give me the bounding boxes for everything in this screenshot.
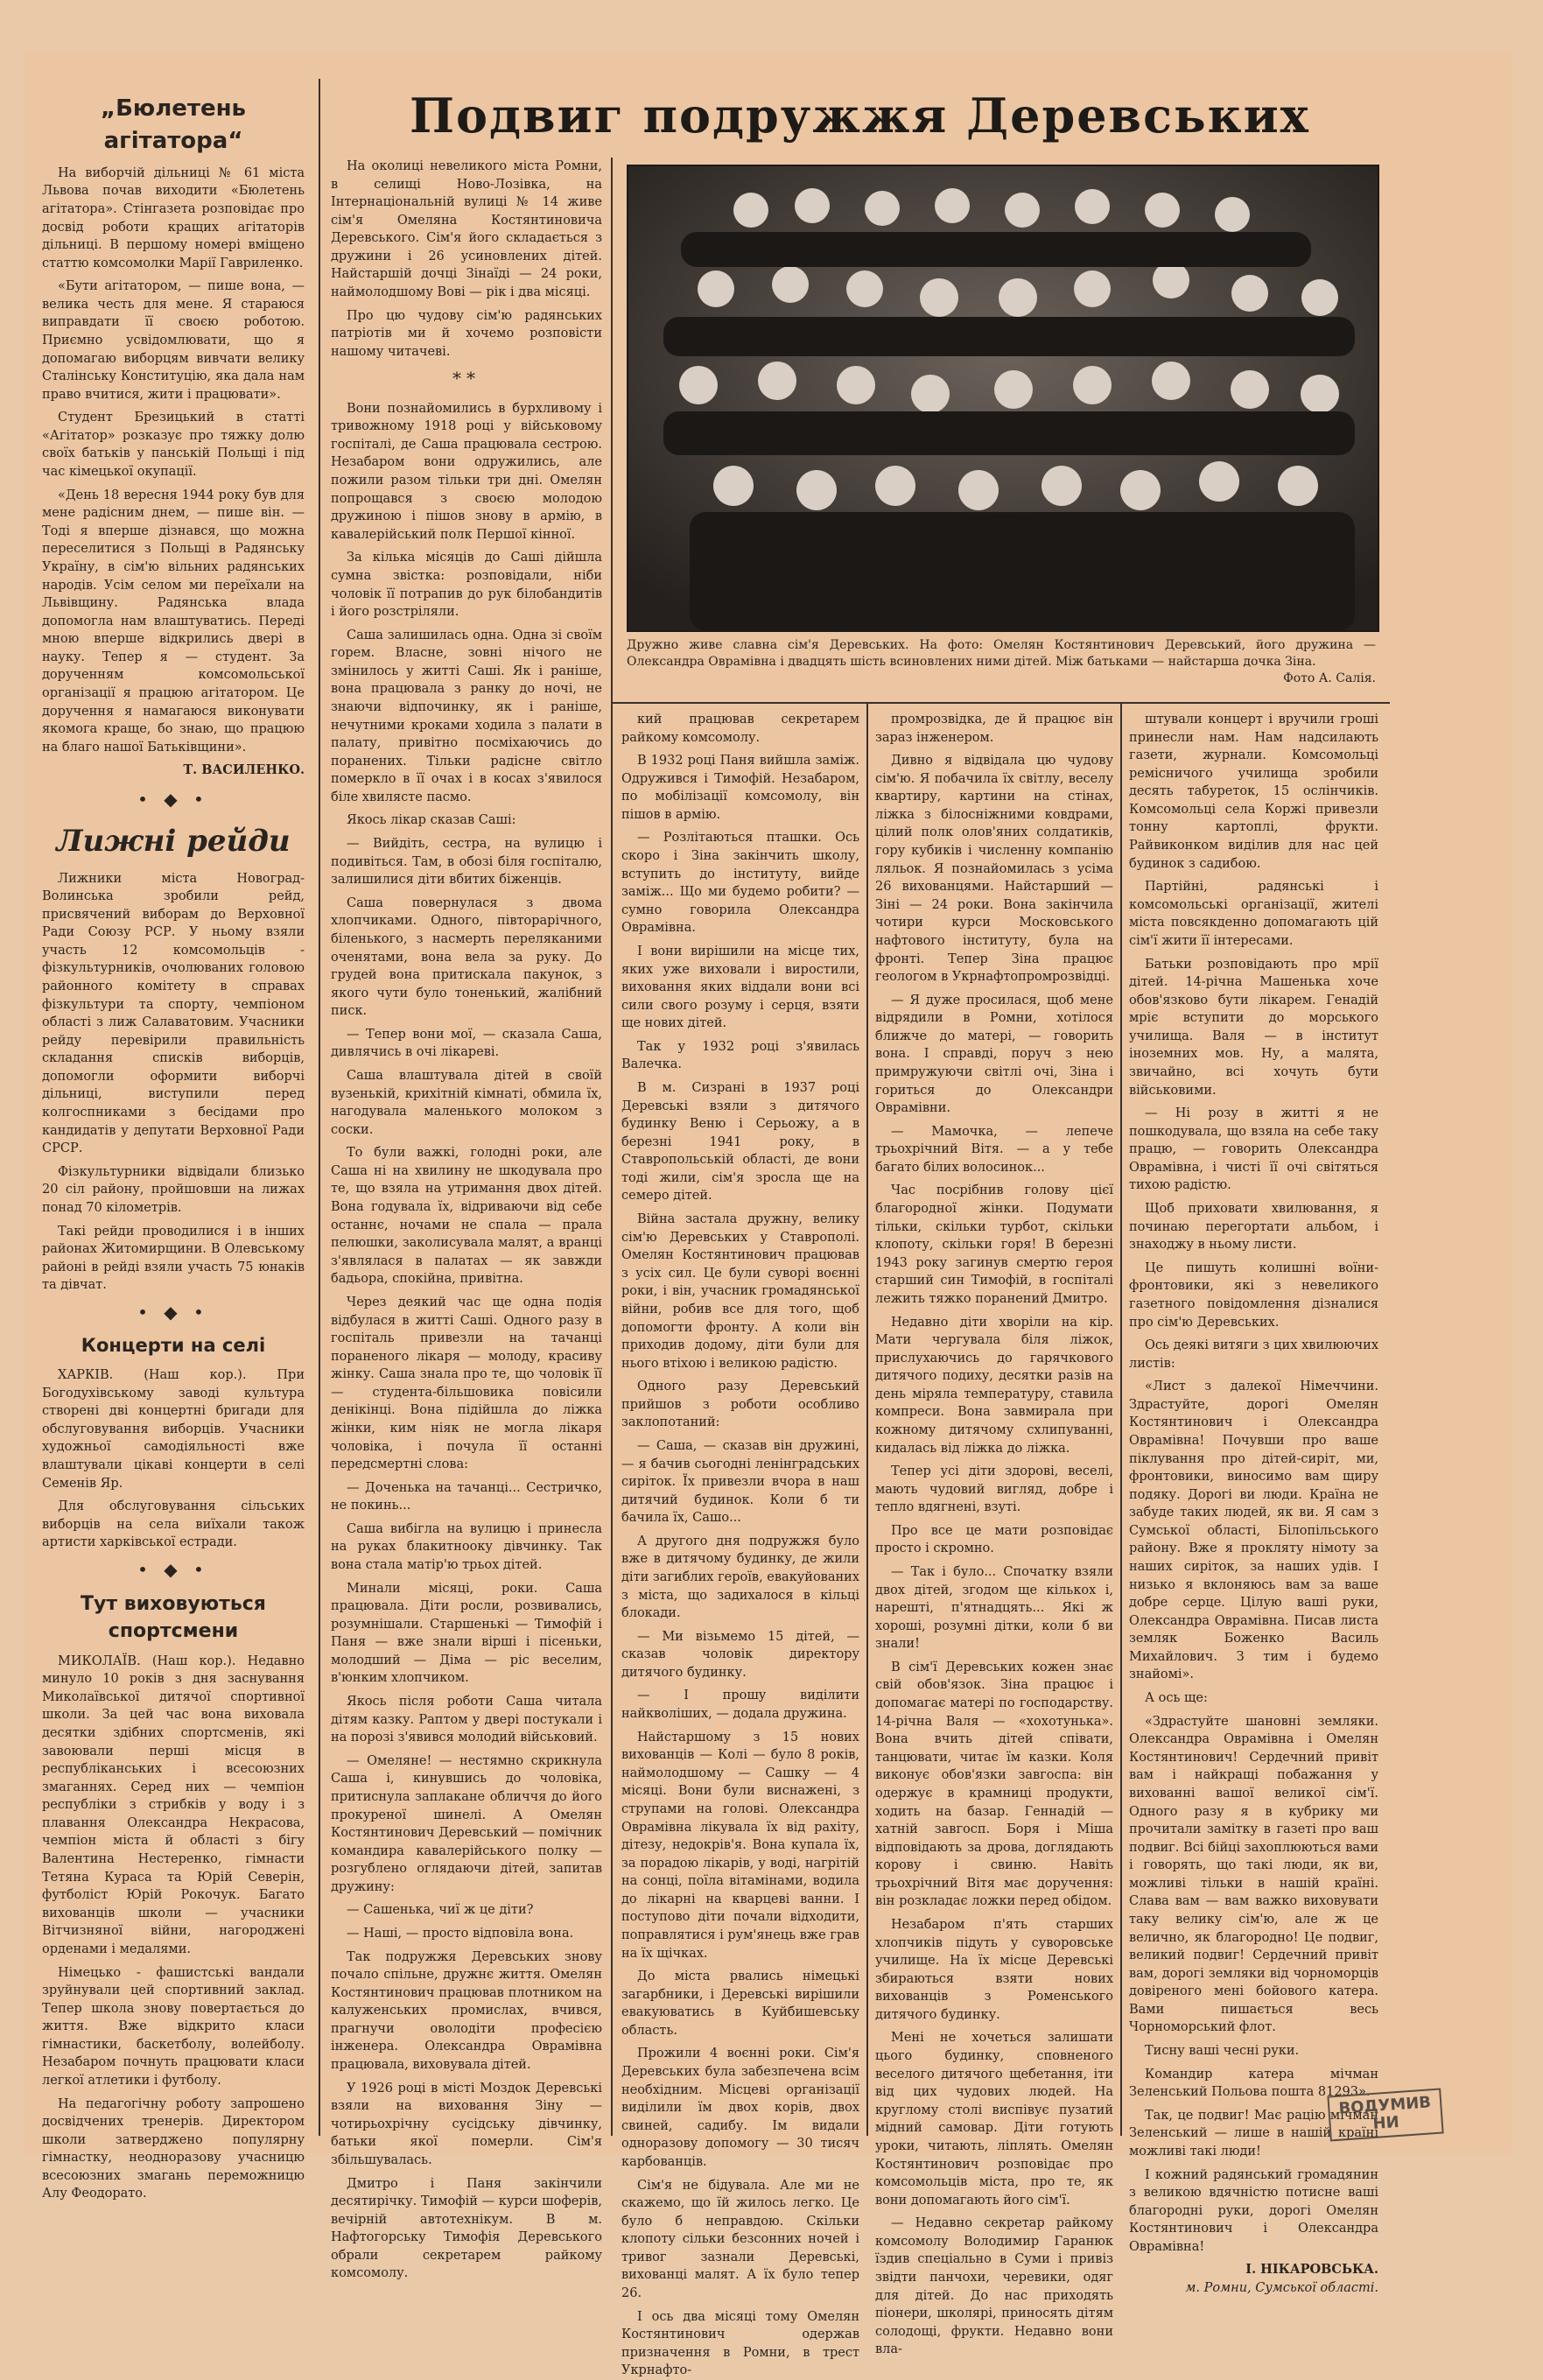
story-paragraph: — Омеляне! — нестямно скрикнула Саша і, кинувшись до чоловіка, притиснула заплакане обличчя до його прокуреної шинелі. А Омелян Костянтинович Деревський — помічник командира кавалерійського полку — розгублено оглядаючи дітей, запитав дружину: bbox=[331, 1753, 602, 1894]
story-paragraph: Якось після роботи Саша читала дітям казку. Раптом у двері постукали і на порозі з'явився молодий військовий. bbox=[331, 1695, 602, 1745]
story-paragraph: Саша вибігла на вулицю і принесла на руках блакитнооку дівчинку. Так вона стала матір'ю трьох дітей. bbox=[331, 1521, 602, 1573]
story-paragraph: Незабаром п'ять старших хлопчиків підуть у суворовське училище. На їх місце Деревські збираються взяти нових вихованців з Роменського дитячого будинку. bbox=[875, 1918, 1113, 2022]
family-photo-image bbox=[628, 166, 1378, 630]
story-paragraph: — Розлітаються пташки. Ось скоро і Зіна закінчить школу, вступить до інституту, вийде заміж... Що ми будемо робити? — сумно говорила Олександра Оврамівна. bbox=[621, 831, 859, 936]
story-paragraph: — Тепер вони мої, — сказала Саша, дивлячись в очі лікареві. bbox=[331, 1027, 602, 1060]
story-paragraph: Так у 1932 році з'явилась Валечка. bbox=[621, 1039, 859, 1072]
story-paragraph: До міста рвались німецькі загарбники, і Деревські вирішили евакуюватись в Куйбишевську область. bbox=[621, 1969, 859, 2038]
photo-caption bbox=[627, 637, 1376, 687]
story-paragraph: Командир катера мічман Зеленський Польова пошта 81293». bbox=[1129, 2067, 1378, 2100]
newspaper-page bbox=[25, 53, 1512, 2378]
story-paragraph: У 1926 році в місті Моздок Деревські взяли на виховання Зіну — чотирьохрічну сусідську дівчинку, батьки якої померли. Сім'я збільшувалась. bbox=[331, 2081, 602, 2167]
left-column bbox=[42, 88, 305, 2201]
story-paragraph: Саша влаштувала дітей в своїй вузенькій, крихітній кімнаті, обмила їх, нагодувала маленького молоком з соски. bbox=[331, 1068, 602, 1137]
story-paragraph: Дивно я відвідала цю чудову сім'ю. Я побачила їх світлу, веселу квартиру, картини на стінах, ліжка з білосніжними ковдрами, цілий полк олов'яних солдатиків, гору кубиків і численну компанію ляльок. Я познайомилась з усіма 26 вихованцями. Найстарший — Зіні — 24 роки. Вона закінчила чотири курси Московського нафтового інституту, була на фронті. Тепер Зіна працює геологом в Укрнафтопромрозвідці. bbox=[875, 754, 1113, 985]
story-paragraph: «Здрастуйте шановні земляки. Олександра Оврамівна і Омелян Костянтинович! Сердечний привіт вам і найкращі побажання у вихованні вашої великої сім'ї. Одного разу я в кубрику ми прочитали замітку в газеті про ваш подвиг. Всі бійці захоплюються вами і говорять, що такі люди, як ви, можливі тільки в нашій країні. Слава вам — вам важко виховувати таку велику сім'ю, але ж це велично, як благородно! Це подвиг, великий подвиг! Сердечний привіт вам, дорогі земляки від чорноморців довіреного мені бойового катера. Вами пишається весь Чорноморський флот. bbox=[1129, 1714, 1378, 2035]
author-place: м. Ромни, Сумської області. bbox=[1185, 2280, 1378, 2295]
story-paragraph: — Вийдіть, сестра, на вулицю і подивіться. Там, в обозі біля госпіталю, залишилися діти вбитих біженців. bbox=[331, 837, 602, 888]
stars: ** bbox=[452, 368, 480, 390]
separator: • ◆ • bbox=[137, 1301, 209, 1323]
story-paragraph: Дмитро і Паня закінчили десятирічку. Тимофій — курси шоферів, вечірній автотехнікум. В м. Нафтогорську Тимофія Деревського обрали секретарем райкому комсомолу. bbox=[331, 2176, 602, 2281]
story-paragraph: І кожний радянський громадянин з великою вдячністю потисне ваші благородні руки, дорогі Омелян Костянтинович і Олександра Оврамівна! bbox=[1129, 2167, 1378, 2254]
story-paragraph: — Мамочка, — лепече трьохрічний Вітя. — а у тебе багато білих волосинок... bbox=[875, 1124, 1113, 1175]
story-paragraph: Тисну ваші чесні руки. bbox=[1145, 2044, 1300, 2059]
story-paragraph: кий працював секретарем райкому комсомолу. bbox=[621, 713, 859, 745]
column-rule bbox=[611, 158, 613, 2136]
separator: • ◆ • bbox=[137, 1558, 209, 1580]
sport-heading: Тут виховуються спортсмени bbox=[81, 1593, 266, 1643]
agit-paragraph: «Бути агітатором, — пише вона, — велика честь для мене. Я стараюся виправдати її своєю роботою. Приємно усвідомлювати, що я допомагаю виборцям вивчати велику Сталінську Конституцію, яка дала нам право вчитися, жити і працювати». bbox=[42, 279, 305, 402]
story-paragraph: Сім'я не бідувала. Але ми не скажемо, що їй жилось легко. Це було б неправдою. Скільки клопоту сільки безсонних ночей і тривог зазнали Деревські, вихованці малят. А їх було тепер 26. bbox=[621, 2178, 859, 2300]
sport-paragraph: На педагогічну роботу запрошено досвідчених тренерів. Директором школи затверджено популярну гімнастку, неодноразову учасницю всесоюзних змагань переможницю Алу Феодорато. bbox=[42, 2096, 305, 2201]
story-paragraph: Батьки розповідають про мрії дітей. 14-річна Машенька хоче обов'язково бути лікарем. Генадій мріє вступити до морського училища. Валя — в інститут іноземних мов. Ну, а малята, звичайно, всі хочуть бути військовими. bbox=[1129, 957, 1378, 1098]
story-paragraph: Про цю чудову сім'ю радянських патріотів ми й хочемо розповісти нашому читачеві. bbox=[331, 308, 602, 359]
story-paragraph: — Сашенька, чиї ж це діти? bbox=[347, 1903, 534, 1918]
story-column-2 bbox=[621, 711, 859, 2378]
story-paragraph: Про все це мати розповідає просто і скромно. bbox=[875, 1523, 1113, 1556]
story-paragraph: В 1932 році Паня вийшла заміж. Одружився і Тимофій. Незабаром, по мобілізації комсомолу, він пішов в армію. bbox=[621, 754, 859, 822]
concerts-paragraph: ХАРКІВ. (Наш кор.). При Богодухівському заводі культура створені дві концертні бригади для обслуговування виборців. Учасники художньої самодіяльності вже влаштували цікаві концерти в селі Семенів Яр. bbox=[42, 1368, 305, 1491]
story-paragraph: В сім'ї Деревських кожен знає свій обов'язок. Зіна працює і допомагає матері по господарству. 14-річна Валя — «хохотунька». Вона вчить дітей співати, танцювати, читає їм казки. Коля виконує обов'язки завгоспа: він одержує в крамниці продукти, ходить на базар. Геннадій — хатній завгосп. Боря і Міша відповідають за дрова, доглядають корову і свиню. Навіть трьохрічний Вітя має доручення: він розкладає ложки перед обідом. bbox=[875, 1660, 1113, 1909]
sport-paragraph: МИКОЛАЇВ. (Наш кор.). Недавно минуло 10 років з дня заснування Миколаївської дитячої спортивної школи. За цей час вона виховала десятки здібних спортсменів, які завоювали перші місця в республіканських і всесоюзних змаганнях. Серед них — чемпіон республіки з стрибків у воду і з плавання Олександра Некрасова, чемпіон міста й області з бігу Валентина Нестеренко, гімнасти Тетяна Кураса та Юрій Северін, футболіст Юрій Рокочук. Багато вихованців школи — учасники Вітчизняної війни, нагороджені орденами і медалями. bbox=[42, 1653, 305, 1956]
ski-paragraph: Фізкультурники відвідали близько 20 сіл району, пройшовши на лижах понад 70 кілометрів. bbox=[42, 1164, 305, 1215]
page-title: Подвиг подружжя Деревських bbox=[410, 88, 1310, 144]
story-paragraph: І ось два місяці тому Омелян Костянтинович одержав призначення в Ромни, в трест Укрнафто- bbox=[621, 2309, 859, 2378]
story-paragraph: Ось деякі витяги з цих хвилюючих листів: bbox=[1129, 1338, 1378, 1371]
agit-heading: „Бюлетень агітатора“ bbox=[101, 95, 246, 154]
story-paragraph: — Наші, — просто відповіла вона. bbox=[347, 1927, 574, 1941]
story-paragraph: Мені не хочеться залишати цього будинку, сповненого веселого дитячого щебетання, іти від цих чудових людей. На круглому столі виспівує пузатий мідний самовар. Діти готують уроки, читають, ліплять. Омелян Костянтинович розповідає про комсомольців міста, про те, як вони допомагають його сім'ї. bbox=[875, 2031, 1113, 2208]
story-paragraph: — Я дуже просилася, щоб мене відрядили в Ромни, хотілося ближче до матері, — говорить вона. І справді, поруч з нею примружуючи світлі очі, Зіна і гориться до Олександри Оврамівни. bbox=[875, 993, 1113, 1116]
story-paragraph: Якось лікар сказав Саші: bbox=[347, 813, 516, 828]
ski-paragraph: Такі рейди проводилися і в інших районах Житомирщини. В Олевському районі в рейді взяли участь 75 юнаків та дівчат. bbox=[42, 1224, 305, 1293]
ski-paragraph: Лижники міста Новоград-Волинська зробили рейд, присвячений виборам до Верховної Ради Союзу РСР. У ньому взяли участь 12 комсомольців - фізкультурників, очолюваних головою районного комітету в справах фізкультури та спорту, чемпіоном області з лиж Салаватовим. Учасники рейду перевірили правильність складання списків виборців, допомогли оформити виборчі дільниці, виступили перед колгоспниками з бесідами про кандидатів у депутати Верховної Ради СРСР. bbox=[42, 871, 305, 1156]
story-column-1 bbox=[331, 158, 602, 2281]
story-paragraph: Через деякий час ще одна подія відбулася в житті Саші. Одного разу в госпіталь привезли на тачанці пораненого лікаря — молоду, красиву жінку. Саша знала про те, що чоловік її — студента-більшовика повісили денікінці. Вона підійшла до ліжка жінки, ким ніяк не могла лікаря чоловіка, і почула її останні передсмертні слова: bbox=[331, 1295, 602, 1472]
story-paragraph: А ось ще: bbox=[1145, 1691, 1208, 1706]
story-column-3 bbox=[875, 711, 1113, 2357]
author-signature: І. НІКАРОВСЬКА. bbox=[1245, 2262, 1378, 2278]
ski-heading: Лижні рейди bbox=[56, 824, 291, 860]
story-paragraph: — Ми візьмемо 15 дітей, — сказав чоловік директору дитячого будинку. bbox=[621, 1629, 859, 1680]
story-paragraph: В м. Сизрані в 1937 році Деревські взяли з дитячого будинку Веню і Серьожу, а в березні 1941 року, в Ставропольській області, де вони тоді жили, сім'я зросла ще на семеро дітей. bbox=[621, 1080, 859, 1204]
story-paragraph: Одного разу Деревський прийшов з роботи особливо заклопотаний: bbox=[621, 1380, 859, 1430]
story-paragraph: — Недавно секретар райкому комсомолу Володимир Гаранюк їздив спеціально в Суми і привіз звідти панчохи, черевики, одяг для дітей. До нас приходять піонери, школярі, приносять дітям солодощі, фрукти. Недавно вони вла- bbox=[875, 2216, 1113, 2357]
story-paragraph: То були важкі, голодні роки, але Саша ні на хвилину не шкодувала про те, що взяла на утримання двох дітей. Вона годувала їх, відриваючи від себе останнє, ночами не спала — прала пелюшки, заколисувала малят, а вранці з'являлася в палатах — як завжди бадьора, спокійна, привітна. bbox=[331, 1146, 602, 1287]
story-paragraph: Час посрібнив голову цієї благородної жінки. Подумати тільки, скільки турбот, скільки клопоту, скільки горя! В березні 1943 року загинув смертю героя старший син Тимофій, в госпіталі лежить тяжко поранений Дмитро. bbox=[875, 1183, 1113, 1306]
story-paragraph: Війна застала дружну, велику сім'ю Деревських у Ставрополі. Омелян Костянтинович працював з усіх сил. Це були суворі воєнні роки, і він, учасник громадянської війни, робив все для того, щоб допомогти фронту. А коли він приходив додому, діти були для нього втіхою і великою радістю. bbox=[621, 1212, 859, 1371]
story-paragraph: Тепер усі діти здорові, веселі, мають чудовий вигляд, добре і тепло вдягнені, взуті. bbox=[875, 1464, 1113, 1515]
photo-rule bbox=[611, 702, 1390, 704]
agit-paragraph: На виборчій дільниці № 61 міста Львова почав виходити «Бюлетень агітатора». Стінгазета розповідає про досвід роботи кращих агітаторів дільниці. В першому номері вміщено статтю комсомолки Марії Гавриленко. bbox=[42, 165, 305, 270]
story-paragraph: Так подружжя Деревських знову почало спільне, дружнє життя. Омелян Костянтинович працював плотником на калуженських промислах, вчився, прагнучи оволодіти професією інженера. Олександра Оврамівна працювала, виховувала дітей. bbox=[331, 1949, 602, 2073]
concerts-heading: Концерти на селі bbox=[81, 1335, 266, 1357]
story-paragraph: Прожили 4 воєнні роки. Сім'я Деревських була забезпечена всім необхідним. Місцеві організації виділили їм двох корів, двох свиней, садибу. Ім видали одноразову допомогу — 30 тисяч карбованців. bbox=[621, 2047, 859, 2169]
story-column-4 bbox=[1129, 711, 1378, 2295]
sport-paragraph: Німецько - фашистські вандали зруйнували цей спортивний заклад. Тепер школа знову повертається до життя. Вже відкрито класи гімнастики, баскетболу, волейболу. Незабаром почнуть працювати класи легкої атлетики і футболу. bbox=[42, 1965, 305, 2088]
column-rule bbox=[866, 702, 868, 2136]
story-paragraph: — Так і було... Спочатку взяли двох дітей, згодом ще кількох і, нарешті, п'ятнадцять... Які ж хороші, розумні дітки, коли б ви знали! bbox=[875, 1565, 1113, 1652]
story-paragraph: Партійні, радянські і комсомольські організації, жителі міста повсякденно допомагають цій сім'ї жити її інтересами. bbox=[1129, 880, 1378, 948]
story-paragraph: Минали місяці, роки. Саша працювала. Діти росли, розвивались, розумнішали. Старшенькі — Тимофій і Паня — вже знали вірші і пісеньки, молодший — Діма — ріс веселим, в'юнким хлопчиком. bbox=[331, 1581, 602, 1686]
family-photo bbox=[627, 165, 1379, 632]
story-paragraph: Це пишуть колишні воїни-фронтовики, які з невеликого газетного повідомлення дізналися про сім'ю Деревських. bbox=[1129, 1260, 1378, 1330]
story-paragraph: Саша залишилась одна. Одна зі своїм горем. Власне, зовні нічого не змінилось у житті Саші. Як і раніше, вона працювала з ранку до ночі, не знаючи відпочинку, як і раніше, нечутними кроками ходила з палати в палату, привітно посміхаючись до поранених. Тільки радісне світло померкло в її очах і в косах з'явилося біле хвилясте пасмо. bbox=[331, 628, 602, 804]
story-paragraph: — Ні розу в житті я не пошкодувала, що взяла на себе таку працю, — говорить Олександра Оврамівна, і чисті її очі світяться тихою радістю. bbox=[1129, 1106, 1378, 1193]
column-rule bbox=[319, 79, 320, 2136]
separator: • ◆ • bbox=[137, 788, 209, 810]
story-paragraph: А другого дня подружжя було вже в дитячому будинку, де жили діти загиблих героїв, евакуйованих з міста, що задихалося в кільці блокади. bbox=[621, 1534, 859, 1621]
story-paragraph: За кілька місяців до Саші дійшла сумна звістка: розповідали, ніби чоловік її потрапив до рук білобандитів і його розстріляли. bbox=[331, 551, 602, 620]
agit-paragraph: «День 18 вересня 1944 року був для мене радісним днем, — пише він. — Тоді я вперше дізнався, що можна переселитися з Польщі в Радянську Україну, в сім'ю вільних радянських народів. Усім селом ми переїхали на Львівщину. Радянська влада допомогла нам влаштуватись. Переді мною вперше відкрились двері в науку. Тепер я — студент. За дорученням комсомольської організації я працюю агітатором. Це доручення я намагаюся виконувати якомога краще, бо знаю, що працюю на благо нашої Батьківщини». bbox=[42, 488, 305, 755]
agit-signature: Т. ВАСИЛЕНКО. bbox=[183, 762, 305, 778]
story-paragraph: Щоб приховати хвилювання, я починаю перегортати альбом, і знаходжу в ньому листи. bbox=[1129, 1202, 1378, 1253]
story-paragraph: Так, це подвиг! Має рацію мічман Зеленський — лише в нашій країні можливі такі люди! bbox=[1129, 2108, 1378, 2159]
agit-paragraph: Студент Брезицький в статті «Агітатор» розказує про тяжку долю своїх батьків у панській Польщі і під час кімецької окупації. bbox=[42, 411, 305, 480]
story-paragraph: На околиці невеликого міста Ромни, в селищі Ново-Лозівка, на Інтернаціональній вулиці № 14 живе сім'я Омеляна Костянтиновича Деревського. Сім'я його складається з дружини і 26 усиновлених дітей. Найстаршій дочці Зінаїді — 24 роки, наймолодшому Вові — рік і два місяці. bbox=[331, 159, 602, 300]
photo-credit: Фото А. Салія. bbox=[1283, 670, 1376, 685]
story-paragraph: — Доченька на тачанці... Сестричко, не покинь... bbox=[331, 1480, 602, 1513]
column-rule bbox=[1120, 702, 1122, 2136]
library-stamp: ВОДУМИВ НИ bbox=[1327, 2089, 1443, 2142]
photo-caption-text: Дружно живе славна сім'я Деревських. На фото: Омелян Костянтинович Деревський, його дружина — Олександра Оврамівна і двадцять шість всиновлених ними дітей. Між батьками — найстарша дочка Зіна. bbox=[627, 638, 1376, 669]
story-paragraph: — І прошу виділити найкволіших, — додала дружина. bbox=[621, 1688, 859, 1722]
story-paragraph: «Лист з далекої Німеччини. Здрастуйте, дорогі Омелян Костянтинович і Олександра Оврамівна! Почувши про ваше піклування про дітей-сиріт, ми, фронтовики, виносимо вам щиру подяку. Дорогі ви люди. Країна не забуде таких людей, як ви. Я сам з Сумської області, Білопільського району. Вже я прокляту німоту за наших сиріток, за наших удів. І низько я вклоняюсь вам за ваше добре серце. Цілую ваші руки, Олександра Оврамівна. Писав листа земляк Боженко Василь Михайлович. З тим і будемо знайомі». bbox=[1129, 1380, 1378, 1682]
concerts-paragraph: Для обслуговування сільських виборців на села виїхали також артисти харківської естради. bbox=[42, 1499, 305, 1550]
story-paragraph: — Саша, — сказав він дружині, — я бачив сьогодні ленінградських сиріток. Їх привезли вчора в наш дитячий будинок. Коли б ти бачила їх, Сашо... bbox=[621, 1438, 859, 1526]
story-paragraph: штували концерт і вручили гроші принесли нам. Нам надсилають газети, журнали. Комсомольці ремісничого училища зробили десять табуреток, 15 ослінчиків. Комсомольці села Коржі привезли тонну картоплі, фрукти. Райвиконком виділив для нас цей будинок з садибою. bbox=[1129, 713, 1378, 871]
story-paragraph: Вони познайомились в бурхливому і тривожному 1918 році у військовому госпіталі, де Саша працювала сестрою. Незабаром вони одружились, але пожили разом тільки три дні. Омелян попрощався з своєю молодою дружиною і пішов знову в армію, в кавалерійський полк Першої кінної. bbox=[331, 401, 602, 542]
story-paragraph: Недавно діти хворіли на кір. Мати чергувала біля ліжок, прислухаючись до гарячкового дитячого подиху, десятки разів на день міряла температуру, ставила компреси. Вона завмирала при кожному дитячому схлипуванні, кидалась від ліжка до ліжка. bbox=[875, 1315, 1113, 1456]
story-paragraph: Найстаршому з 15 нових вихованців — Колі — було 8 років, наймолодшому — Сашку — 4 місяці. Вони були виснажені, з струпами на голові. Олександра Оврамівна лікувала їх від рахіту, дітезу, недокрів'я. Вона купала їх, за порадою лікарів, у воді, нагрітій на сонці, поїла вітамінами, водила до лікарні на кварцеві ванни. І поступово діти почали відходити, поправлятися і рум'янець вже грав на їх щічках. bbox=[621, 1730, 859, 1961]
story-paragraph: Саша повернулася з двома хлопчиками. Одного, півторарічного, біленького, з насмерть переляканими оченятами, вона вела за руку. До грудей вона притискала пакунок, з якого чути було тоненький, жалібний писк. bbox=[331, 895, 602, 1019]
story-paragraph: промрозвідка, де й працює він зараз інженером. bbox=[875, 713, 1113, 745]
story-paragraph: І вони вирішили на місце тих, яких уже виховали і виростили, виховання яких віддали вони всі сили свого розуму і серця, взяти ще нових дітей. bbox=[621, 944, 859, 1031]
